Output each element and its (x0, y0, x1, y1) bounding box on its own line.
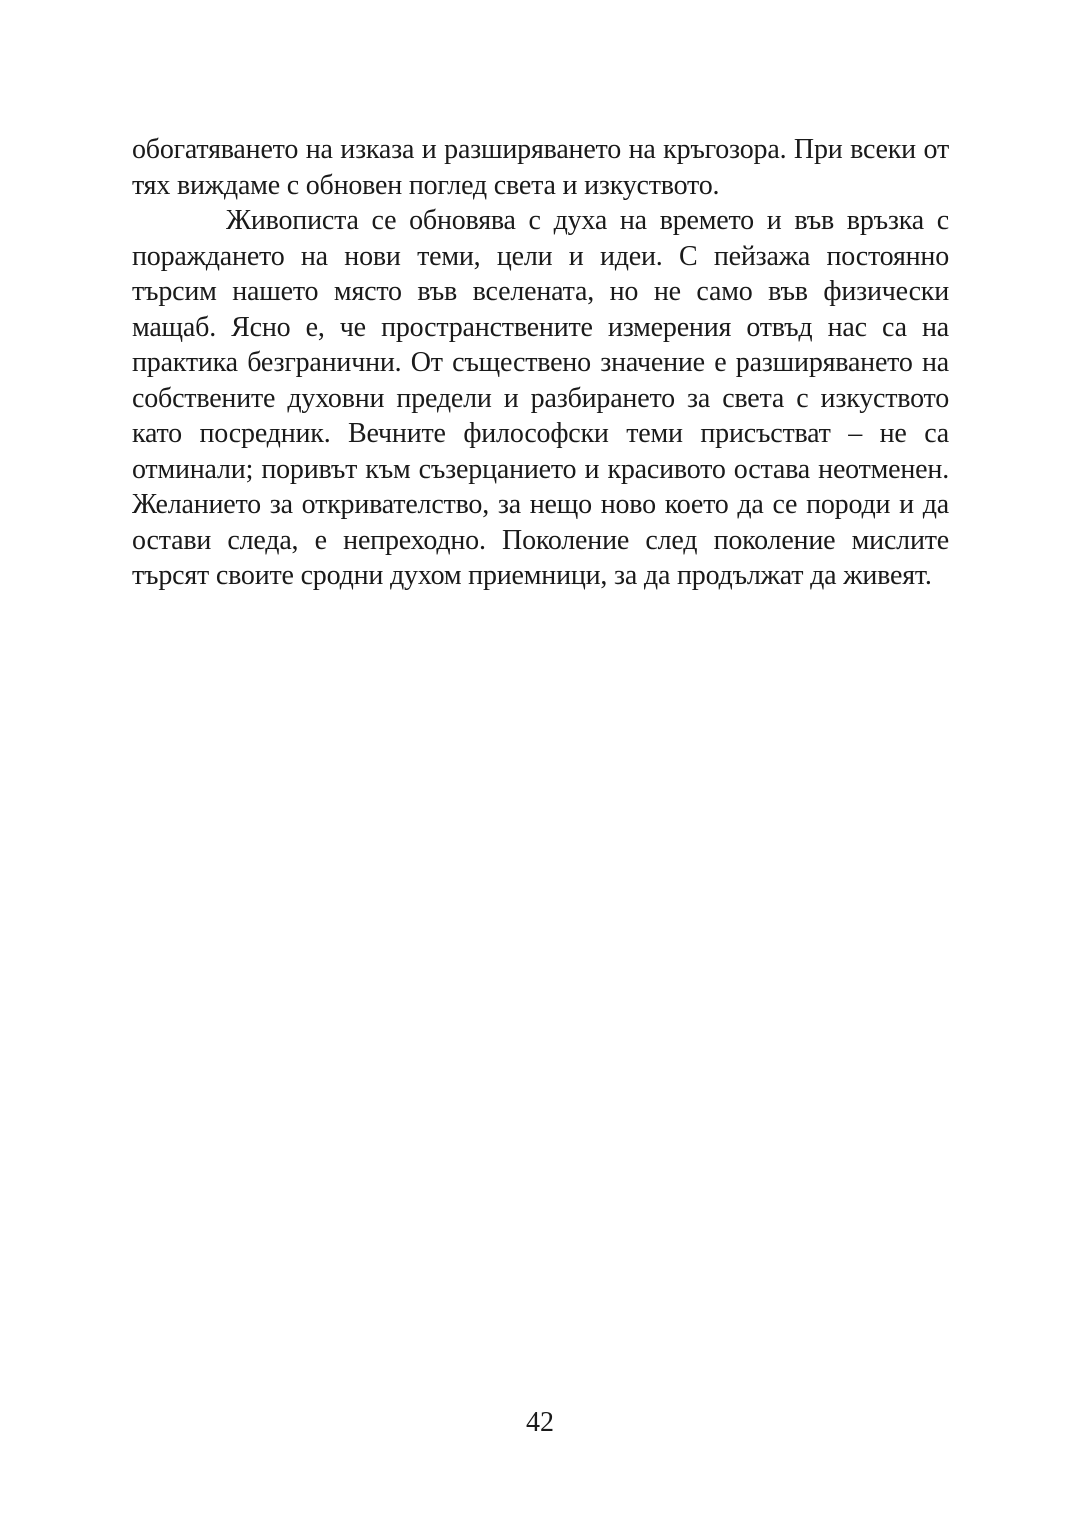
body-text (132, 132, 949, 594)
page-number: 42 (526, 1407, 554, 1438)
paragraph-painting-renewal: Живописта се обновява с духа на времето и във връзка с пораждането на нови теми, цели и идеи. С пейзажа постоянно търсим нашето място във вселената, но не само във физически мащаб. Ясно е, че пространствените измерения отвъд нас са на практика безгранични. От съществено значение е разширяването на собствените духовни предели и разбирането за света с изкуството като посредник. Вечните философски теми присъстват – не са отминали; поривът към съзерцанието и красивото остава неотменен. Желанието за откривателство, за нещо ново което да се породи и да остави следа, е непреходно. Поколение след поколение мислите търсят своите сродни духом приемници, за да продължат да живеят. (132, 205, 949, 591)
paragraph-continuation: обогатяването на изказа и разширяването на кръгозора. При всеки от тях виждаме с обновен поглед света и изкуството. (132, 134, 949, 201)
